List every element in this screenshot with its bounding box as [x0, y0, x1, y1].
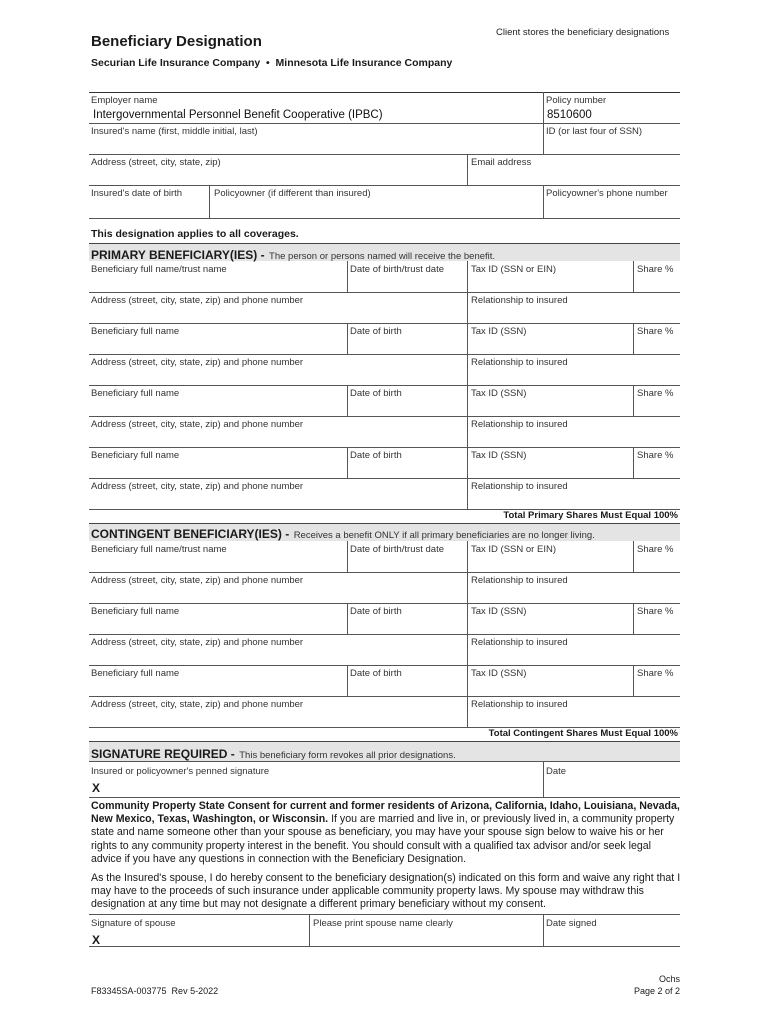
- insured-id-label: ID (or last four of SSN): [546, 126, 643, 137]
- beneficiary-name-label: Beneficiary full name: [91, 450, 180, 461]
- beneficiary-address-label: Address (street, city, state, zip) and phone number: [91, 357, 304, 368]
- beneficiary-address-label: Address (street, city, state, zip) and phone number: [91, 295, 304, 306]
- beneficiary-share-label: Share %: [637, 606, 674, 617]
- beneficiary-tax-id-label: Tax ID (SSN): [471, 606, 527, 617]
- policy-number-label: Policy number: [546, 95, 607, 106]
- beneficiary-dob-label: Date of birth: [350, 326, 402, 337]
- beneficiary-share-label: Share %: [637, 668, 674, 679]
- beneficiary-share-label: Share %: [637, 264, 674, 275]
- beneficiary-share-label: Share %: [637, 450, 674, 461]
- beneficiary-address-label: Address (street, city, state, zip) and phone number: [91, 699, 304, 710]
- spouse-signature-label: Signature of spouse: [91, 918, 176, 929]
- beneficiary-name-label: Beneficiary full name: [91, 668, 180, 679]
- form-id: F83345SA-003775 Rev 5-2022: [91, 986, 219, 996]
- beneficiary-relationship-label: Relationship to insured: [471, 295, 568, 306]
- insured-email-label: Email address: [471, 157, 532, 168]
- beneficiary-share-label: Share %: [637, 544, 674, 555]
- beneficiary-dob-label: Date of birth: [350, 450, 402, 461]
- insured-address-label: Address (street, city, state, zip): [91, 157, 221, 168]
- beneficiary-tax-id-label: Tax ID (SSN): [471, 326, 527, 337]
- beneficiary-name-label: Beneficiary full name: [91, 388, 180, 399]
- beneficiary-tax-id-label: Tax ID (SSN or EIN): [471, 544, 556, 555]
- signature-date-label: Date: [546, 766, 567, 777]
- primary-total-note: Total Primary Shares Must Equal 100%: [503, 510, 678, 521]
- beneficiary-share-label: Share %: [637, 326, 674, 337]
- beneficiary-name-label: Beneficiary full name/trust name: [91, 544, 227, 555]
- beneficiary-relationship-label: Relationship to insured: [471, 419, 568, 430]
- page-title: Beneficiary Designation: [91, 33, 262, 50]
- beneficiary-address-label: Address (street, city, state, zip) and phone number: [91, 575, 304, 586]
- consent-bold-intro: Community Property State Consent for current and former residents of Arizona, California, Idaho, Louisiana, Nevada, New Mexico, Texas, Washington, or Wisconsin.: [91, 800, 680, 826]
- beneficiary-relationship-label: Relationship to insured: [471, 637, 568, 648]
- primary-section-title: PRIMARY BENEFICIARY(IES) -: [91, 248, 265, 262]
- beneficiary-address-label: Address (street, city, state, zip) and phone number: [91, 481, 304, 492]
- beneficiary-tax-id-label: Tax ID (SSN): [471, 450, 527, 461]
- insured-name-label: Insured's name (first, middle initial, last): [91, 126, 258, 137]
- insured-dob-label: Insured's date of birth: [91, 188, 183, 199]
- beneficiary-name-label: Beneficiary full name/trust name: [91, 264, 227, 275]
- signature-x-mark[interactable]: X: [92, 781, 101, 795]
- client-name: Ochs: [658, 974, 680, 984]
- beneficiary-relationship-label: Relationship to insured: [471, 575, 568, 586]
- contingent-total-note: Total Contingent Shares Must Equal 100%: [488, 728, 678, 739]
- beneficiary-name-label: Beneficiary full name: [91, 326, 180, 337]
- beneficiary-share-label: Share %: [637, 388, 674, 399]
- signature-section-title: SIGNATURE REQUIRED -: [91, 747, 235, 761]
- designation-applies-note: This designation applies to all coverages.: [91, 228, 299, 240]
- beneficiary-name-label: Beneficiary full name: [91, 606, 180, 617]
- beneficiary-tax-id-label: Tax ID (SSN or EIN): [471, 264, 556, 275]
- spouse-date-signed-label: Date signed: [546, 918, 597, 929]
- policyowner-label: Policyowner (if different than insured): [214, 188, 371, 199]
- page-number: Page 2 of 2: [633, 986, 680, 996]
- beneficiary-relationship-label: Relationship to insured: [471, 481, 568, 492]
- beneficiary-tax-id-label: Tax ID (SSN): [471, 668, 527, 679]
- consent-body: If you are married and live in, or previously lived in, a community property state and name someone other than your spouse as beneficiary, you may have your spouse sign below to waive his or her rights to any community property interest in the benefit. You should consult with a qualified tax advisor and/or seek legal advice if you have any questions in connection with the Beneficiary Designation.: [91, 813, 675, 865]
- contingent-section-subtitle: Receives a benefit ONLY if all primary beneficiaries are no longer living.: [293, 530, 595, 541]
- policy-number-value[interactable]: 8510600: [547, 109, 592, 121]
- employer-name-value[interactable]: Intergovernmental Personnel Benefit Cooperative (IPBC): [93, 109, 383, 121]
- company-names: Securian Life Insurance Company • Minnesota Life Insurance Company: [91, 57, 453, 69]
- beneficiary-relationship-label: Relationship to insured: [471, 357, 568, 368]
- policyowner-phone-label: Policyowner's phone number: [546, 188, 668, 199]
- spouse-print-name-label: Please print spouse name clearly: [313, 918, 453, 929]
- beneficiary-dob-label: Date of birth: [350, 606, 402, 617]
- beneficiary-tax-id-label: Tax ID (SSN): [471, 388, 527, 399]
- beneficiary-dob-label: Date of birth: [350, 388, 402, 399]
- beneficiary-address-label: Address (street, city, state, zip) and phone number: [91, 419, 304, 430]
- signature-label: Insured or policyowner's penned signature: [91, 766, 270, 777]
- beneficiary-dob-label: Date of birth/trust date: [350, 264, 444, 275]
- contingent-section-title: CONTINGENT BENEFICIARY(IES) -: [91, 527, 290, 541]
- beneficiary-relationship-label: Relationship to insured: [471, 699, 568, 710]
- beneficiary-address-label: Address (street, city, state, zip) and phone number: [91, 637, 304, 648]
- primary-section-subtitle: The person or persons named will receive the benefit.: [269, 251, 496, 262]
- community-property-consent: [91, 800, 681, 866]
- client-note: Client stores the beneficiary designations: [496, 27, 670, 38]
- spouse-signature-x-mark[interactable]: X: [92, 933, 101, 947]
- beneficiary-dob-label: Date of birth/trust date: [350, 544, 444, 555]
- beneficiary-dob-label: Date of birth: [350, 668, 402, 679]
- signature-section-subtitle: This beneficiary form revokes all prior designations.: [239, 750, 456, 761]
- employer-name-label: Employer name: [91, 95, 158, 106]
- spouse-consent-statement: As the Insured's spouse, I do hereby consent to the beneficiary designation(s) indicated on this form and waive any right that I may have to the proceeds of such insurance under applicable community property laws. My spouse may withdraw this designation at any time but may not designate a different primary beneficiary without my consent.: [91, 872, 681, 911]
